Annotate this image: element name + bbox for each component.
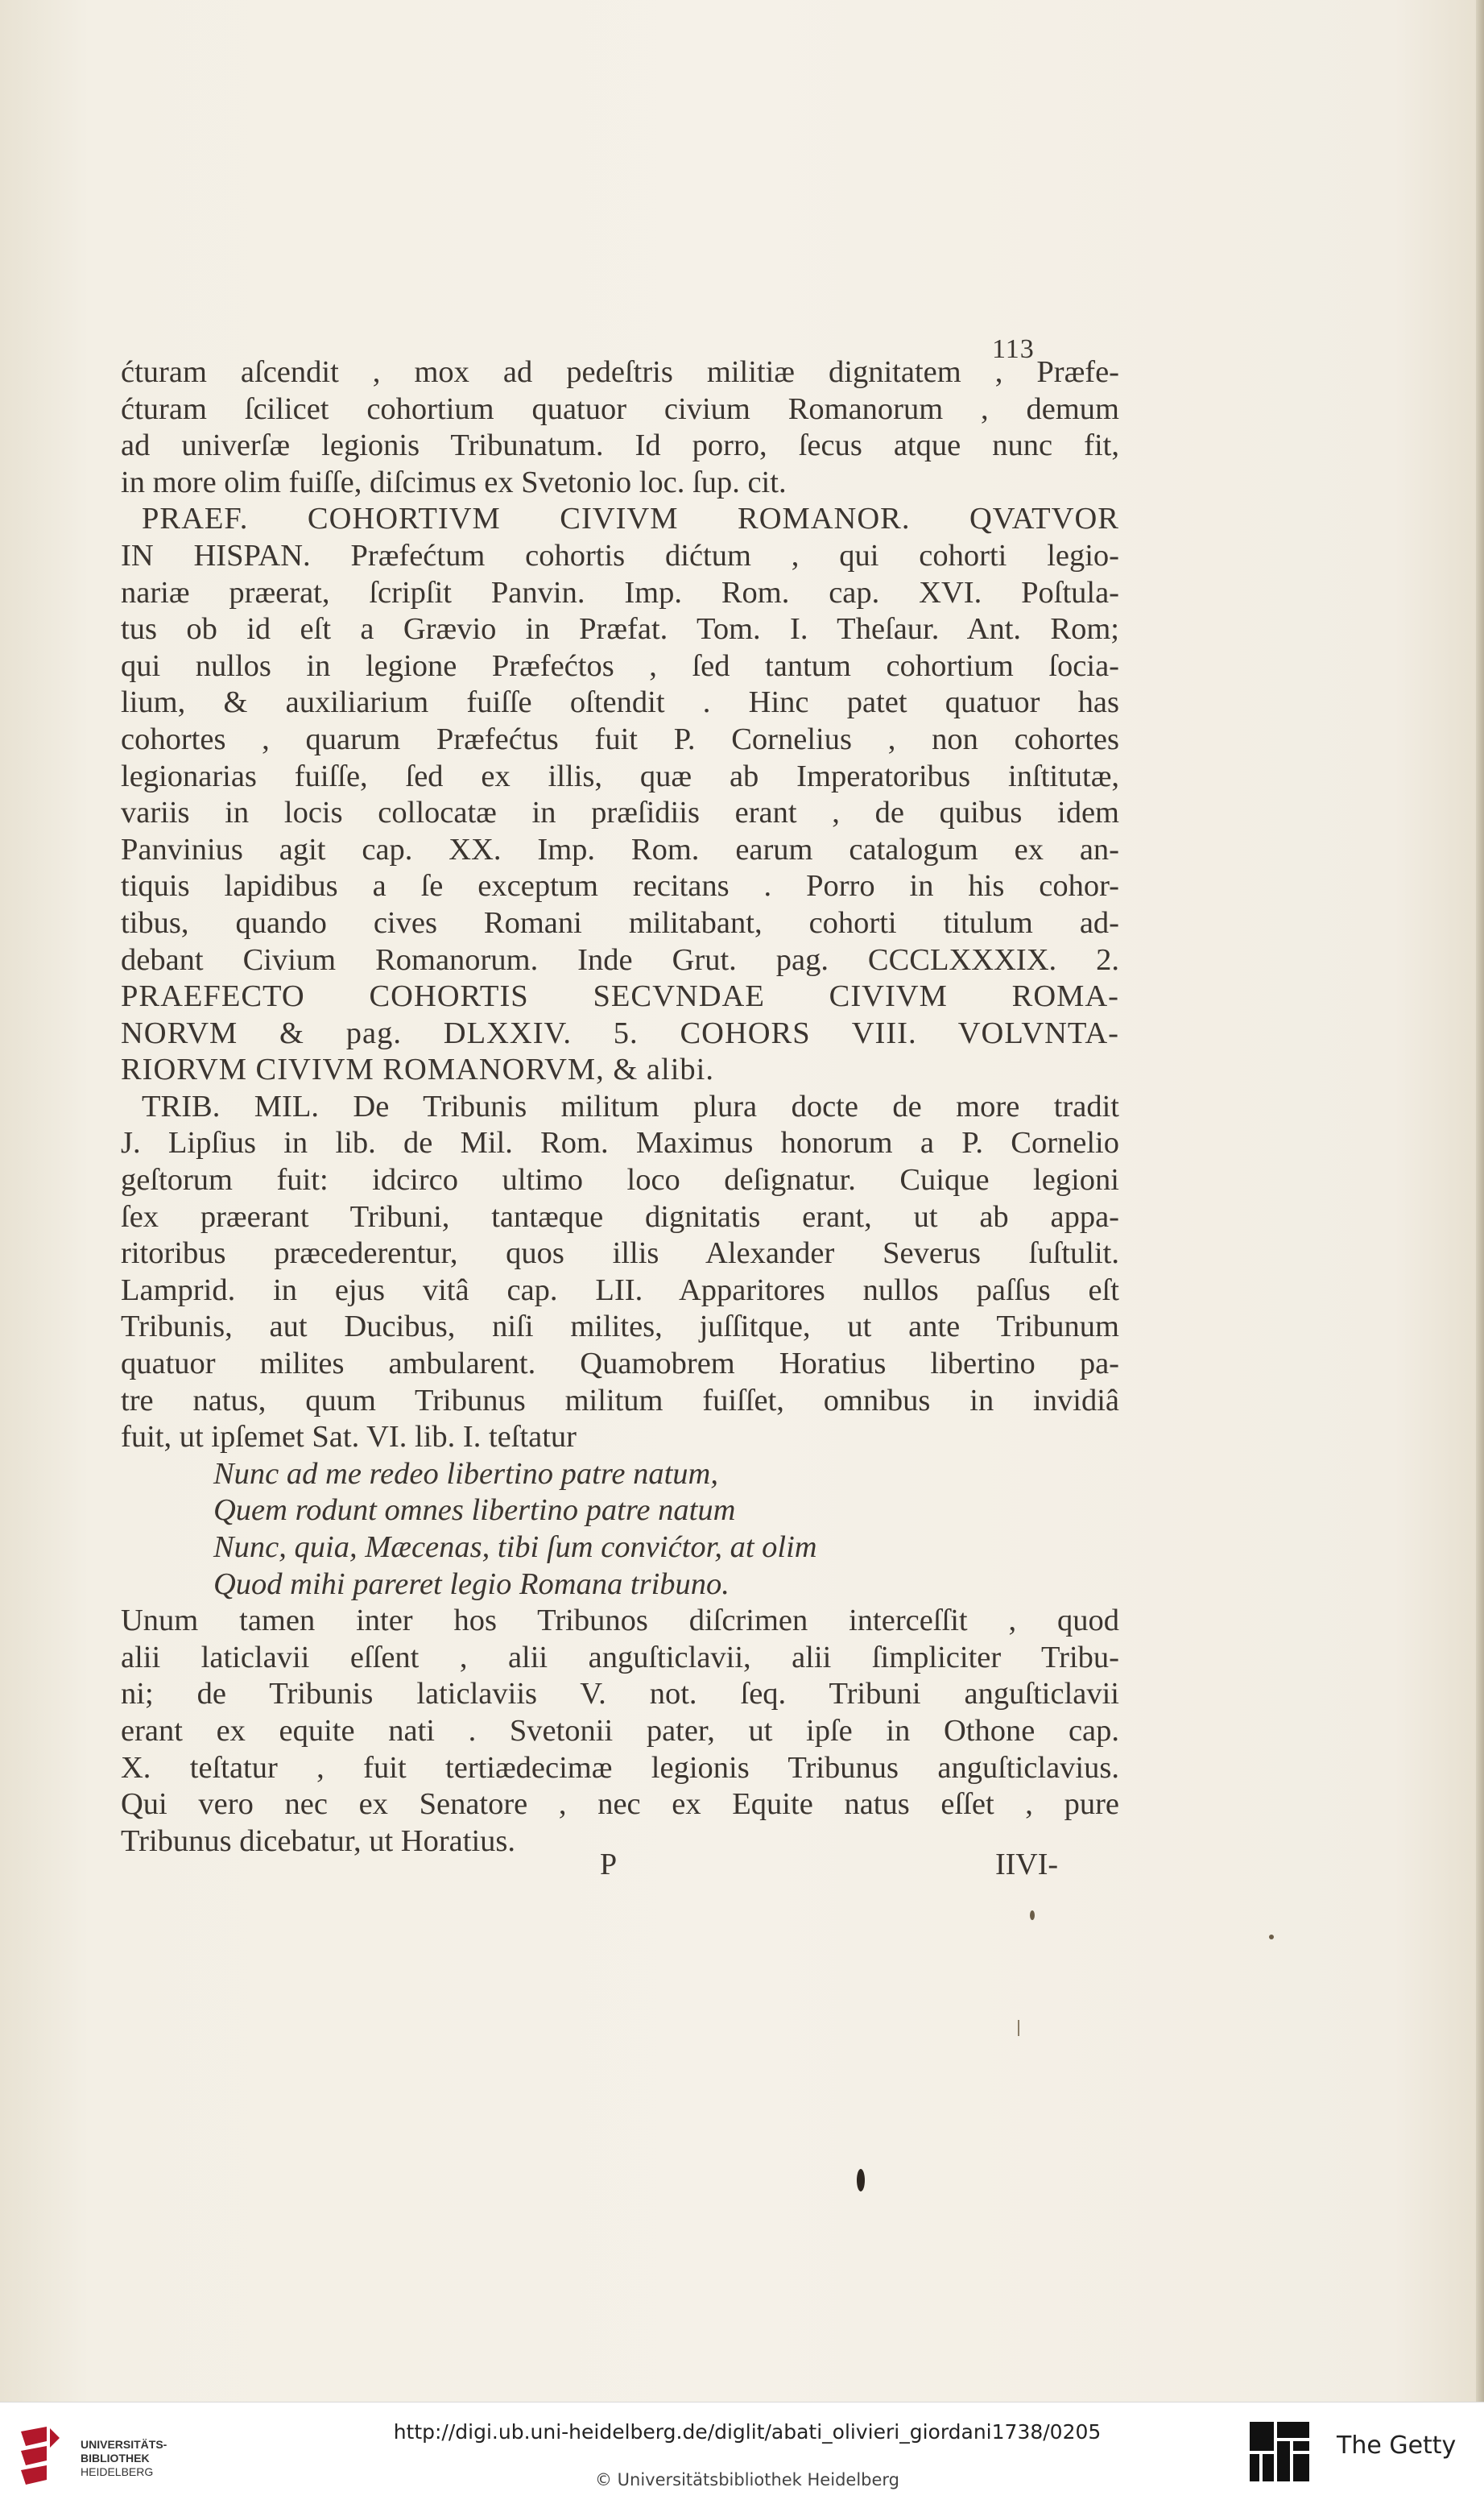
text-line: legionarias fuiſſe, ſed ex illis, quæ ab Imperatoribus inſtitutæ, [121,759,1119,793]
text-line: tiquis lapidibus a ſe exceptum recitans . Porro in his cohor- [121,869,1119,904]
heading-line: PRAEF. COHORTIVM CIVIVM ROMANOR. QVATVOR [142,502,1119,536]
body-text [121,354,1119,1860]
page-number: 113 [992,334,1035,364]
verse-line: Quod mihi pareret legio Romana tribuno. [213,1566,730,1601]
ink-spot [1018,2020,1019,2036]
text-line: fuit, ut ipſemet Sat. VI. lib. I. teſtatur [121,1420,577,1455]
heading-line: TRIB. MIL. De Tribunis militum plura docte de more tradit [142,1089,1119,1124]
getty-wordmark: The Getty [1337,2431,1457,2460]
text-line: NORVM & pag. DLXXIV. 5. COHORS VIII. VOLVNTA- [121,1016,1119,1050]
text-line: ritoribus præcederentur, quos illis Alexander Severus ſuſtulit. [121,1236,1119,1271]
text-line: PRAEFECTO COHORTIS SECVNDAE CIVIVM ROMA- [121,979,1119,1014]
text-line: tus ob id eſt a Grævio in Præfat. Tom. I. Theſaur. Ant. Rom; [121,612,1119,647]
verse-line: Nunc, quia, Mæcenas, tibi ſum convićtor, at olim [213,1530,817,1564]
text-line: Tribunis, aut Ducibus, niſi milites, juſſitque, ut ante Tribunum [121,1310,1119,1344]
catchword: IIVI- [995,1848,1059,1881]
text-line: tibus, quando cives Romani militabant, cohorti titulum ad- [121,905,1119,940]
text-line: J. Lipſius in lib. de Mil. Rom. Maximus honorum a P. Cornelio [121,1126,1119,1161]
text-line: alii laticlavii eſſent , alii anguſticlavii, alii ſimpliciter Tribu- [121,1640,1119,1674]
text-line: variis in locis collocatæ in præſidiis erant , de quibus idem [121,796,1119,830]
verse-line: Quem rodunt omnes libertino patre natum [213,1493,736,1528]
text-line: ſex præerant Tribuni, tantæque dignitatis erant, ut ab appa- [121,1199,1119,1234]
ink-spot [1269,1935,1274,1939]
ink-spot [1030,1910,1035,1920]
text-line: Unum tamen inter hos Tribunos diſcrimen interceſſit , quod [121,1604,1119,1638]
text-line: in more olim fuiſſe, diſcimus ex Svetonio loc. ſup. cit. [121,465,787,499]
text-line: ad univerſæ legionis Tribunatum. Id porro, ſecus atque nunc fit, [121,428,1119,463]
text-line: Qui vero nec ex Senatore , nec ex Equite natus eſſet , pure [121,1787,1119,1822]
text-line: Panvinius agit cap. XX. Imp. Rom. earum catalogum ex an- [121,832,1119,867]
text-line: quatuor milites ambularent. Quamobrem Horatius libertino pa- [121,1347,1119,1381]
text-line: lium, & auxiliarium fuiſſe oſtendit . Hinc patet quatuor has [121,685,1119,720]
text-line: Tribunus dicebatur, ut Horatius. [121,1823,516,1858]
text-line: erant ex equite nati . Svetonii pater, ut ipſe in Othone cap. [121,1713,1119,1748]
copyright-notice: © Universitätsbibliothek Heidelberg [594,2470,899,2489]
ink-spot [857,2169,865,2191]
text-line: geſtorum fuit: idcirco ultimo loco deſignatur. Cuique legioni [121,1163,1119,1198]
text-line: X. teſtatur , fuit tertiædecimæ legionis Tribunus anguſticlavius. [121,1750,1119,1785]
signature-mark: P [600,1848,618,1881]
getty-logo-icon[interactable] [1246,2419,1312,2485]
logo-text: UNIVERSITÄTS- BIBLIOTHEK HEIDELBERG [81,2438,167,2478]
heidelberg-library-logo[interactable] [14,2423,216,2488]
text-line: IN HISPAN. Præfećtum cohortis dićtum , qui cohorti legio- [121,538,1119,573]
text-line: tre natus, quum Tribunus militum fuiſſet, omnibus in invidiâ [121,1383,1119,1417]
text-line: ćturam ſcilicet cohortium quatuor civium Romanorum , demum [121,391,1119,426]
text-line: ćturam aſcendit , mox ad pedeſtris militiæ dignitatem , Præfe- [121,355,1119,389]
text-line: nariæ præerat, ſcripſit Panvin. Imp. Rom. cap. XVI. Poſtula- [121,575,1119,610]
page-edge [1476,0,1484,2402]
verse-line: Nunc ad me redeo libertino patre natum, [213,1456,718,1491]
library-logo-icon [14,2423,69,2488]
text-line: qui nullos in legione Præfećtos , ſed tantum cohortium ſocia- [121,648,1119,683]
text-line: debant Civium Romanorum. Inde Grut. pag. CCCLXXXIX. 2. [121,942,1119,977]
viewer-footer [0,2402,1484,2508]
text-line: ni; de Tribunis laticlaviis V. not. ſeq. Tribuni anguſticlavii [121,1677,1119,1711]
text-line: cohortes , quarum Præfećtus fuit P. Cornelius , non cohortes [121,722,1119,756]
permalink-url[interactable]: http://digi.ub.uni-heidelberg.de/diglit/abati_olivieri_giordani1738/0205 [393,2420,1102,2444]
text-line: RIORVM CIVIVM ROMANORVM, & alibi. [121,1053,714,1087]
text-line: Lamprid. in ejus vitâ cap. LII. Apparitores nullos paſſus eſt [121,1273,1119,1307]
